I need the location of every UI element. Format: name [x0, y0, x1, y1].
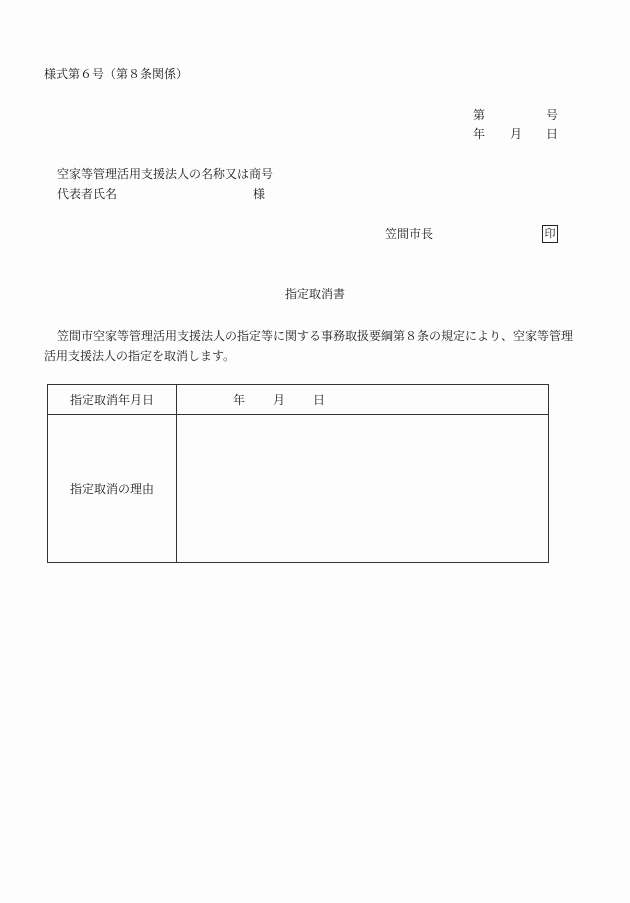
- body-line-2: 活用支援法人の指定を取消します。: [44, 349, 236, 363]
- document-number-prefix: 第: [473, 108, 486, 122]
- revocation-reason-field[interactable]: [177, 415, 549, 563]
- seal-mark: 印: [542, 225, 558, 243]
- revocation-date-field[interactable]: [177, 385, 549, 415]
- header-day-label: 日: [546, 127, 559, 141]
- revocation-reason-label: 指定取消の理由: [48, 415, 177, 563]
- recipient-rep-label: 代表者氏名: [57, 187, 118, 201]
- revocation-date-label: 指定取消年月日: [48, 385, 177, 415]
- document-title: 指定取消書: [285, 287, 346, 301]
- revocation-table: [47, 384, 549, 563]
- document-number-suffix: 号: [546, 108, 559, 122]
- table-row: [48, 415, 549, 563]
- header-year-label: 年: [473, 127, 486, 141]
- revocation-day-label: 日: [313, 393, 326, 407]
- recipient-honorific: 様: [253, 187, 266, 201]
- recipient-org-label: 空家等管理活用支援法人の名称又は商号: [57, 167, 274, 181]
- form-number: 様式第６号（第８条関係）: [44, 67, 189, 81]
- table-row: [48, 385, 549, 415]
- revocation-year-label: 年: [233, 393, 246, 407]
- header-month-label: 月: [510, 127, 523, 141]
- body-paragraph: [44, 326, 584, 366]
- body-line-1: 笠間市空家等管理活用支援法人の指定等に関する事務取扱要綱第８条の規定により、空家等管理: [57, 329, 574, 343]
- issuer-title: 笠間市長: [385, 227, 434, 241]
- revocation-month-label: 月: [273, 393, 286, 407]
